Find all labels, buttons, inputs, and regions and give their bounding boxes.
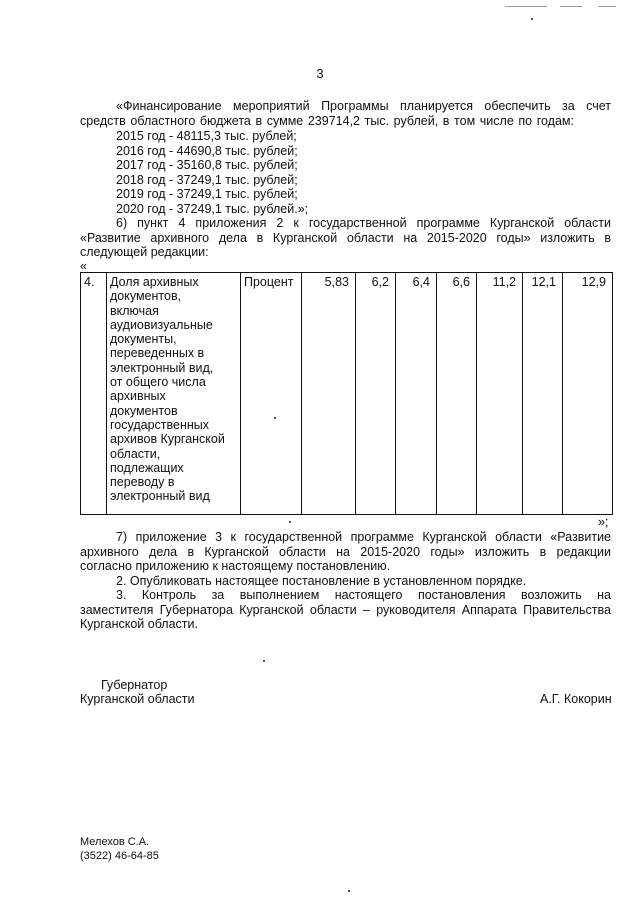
value-2015: 6,2	[356, 273, 396, 515]
desc-line: архивов Курганской	[110, 432, 225, 447]
year-line: 2020 год - 37249,1 тыс. рублей.»;	[116, 202, 309, 216]
value-2016: 6,4	[396, 273, 437, 515]
signatory-title: Губернатор	[101, 678, 168, 692]
scan-mark	[598, 6, 616, 7]
year-line: 2016 год - 44690,8 тыс. рублей;	[116, 144, 298, 158]
scan-speck	[348, 890, 350, 892]
desc-line: аудиовизуальные	[110, 317, 213, 332]
desc-line: документы,	[110, 332, 177, 347]
desc-line: от общего числа	[110, 375, 206, 390]
item6-line: «Развитие архивного дела в Курганской области на 2015-2020 годы» изложить в	[80, 231, 611, 245]
desc-line: области,	[110, 446, 161, 461]
unit-cell: Процент	[241, 273, 302, 515]
item6-line: следующей редакции:	[80, 245, 209, 259]
desc-line: Доля архивных	[110, 275, 199, 289]
point-3-line: 3. Контроль за выполнением настоящего постановления возложить на	[116, 588, 611, 602]
item7-line: согласно приложению к настоящему постановлению.	[80, 559, 391, 573]
desc-line: архивных	[110, 389, 166, 404]
intro-line: средств областного бюджета в сумме 239714,2 тыс. рублей, в том числе по годам:	[80, 114, 574, 128]
value-2020: 12,9	[563, 273, 613, 515]
row-number: 4.	[81, 273, 107, 515]
scan-speck	[289, 521, 291, 523]
point-2: 2. Опубликовать настоящее постановление в установленном порядке.	[116, 574, 527, 588]
value-2018: 11,2	[477, 273, 523, 515]
indicator-table	[80, 272, 613, 515]
scan-mark	[505, 6, 547, 7]
desc-line: электронный вид	[110, 489, 210, 504]
point-3-line: Курганской области.	[80, 617, 198, 631]
table-row	[81, 273, 613, 515]
close-quote: »;	[598, 515, 609, 529]
year-line: 2015 год - 48115,3 тыс. рублей;	[116, 129, 297, 143]
desc-line: документов,	[110, 289, 182, 304]
desc-line: переводу в	[110, 475, 175, 490]
scan-mark	[560, 6, 582, 7]
value-2019: 12,1	[523, 273, 563, 515]
scan-speck	[531, 18, 533, 20]
item7-line: 7) приложение 3 к государственной программе Курганской области «Развитие	[116, 530, 611, 544]
executor-phone: (3522) 46-64-85	[80, 850, 159, 862]
signatory-region: Курганской области	[80, 692, 195, 706]
year-line: 2018 год - 37249,1 тыс. рублей;	[116, 173, 298, 187]
intro-line: «Финансирование мероприятий Программы планируется обеспечить за счет	[116, 99, 611, 113]
year-line: 2017 год - 35160,8 тыс. рублей;	[116, 158, 298, 172]
item7-line: архивного дела в Курганской области на 2015-2020 годы» изложить в редакции	[80, 545, 611, 559]
desc-line: переведенных в	[110, 346, 205, 361]
indicator-description	[107, 273, 241, 515]
desc-line: документов	[110, 403, 178, 418]
desc-line: государственных	[110, 417, 209, 432]
desc-line: электронный вид,	[110, 360, 214, 375]
scan-speck	[263, 660, 265, 662]
value-2014: 5,83	[302, 273, 356, 515]
page-number: 3	[316, 66, 324, 81]
executor-name: Мелехов С.А.	[80, 836, 150, 848]
value-2017: 6,6	[437, 273, 477, 515]
point-3-line: заместителя Губернатора Курганской области – руководителя Аппарата Правительства	[80, 603, 611, 617]
signatory-name: А.Г. Кокорин	[540, 692, 612, 706]
desc-line: подлежащих	[110, 460, 184, 475]
open-quote: «	[80, 259, 87, 273]
item6-line: 6) пункт 4 приложения 2 к государственной программе Курганской области	[116, 216, 611, 230]
year-line: 2019 год - 37249,1 тыс. рублей;	[116, 187, 298, 201]
desc-line: включая	[110, 303, 159, 318]
